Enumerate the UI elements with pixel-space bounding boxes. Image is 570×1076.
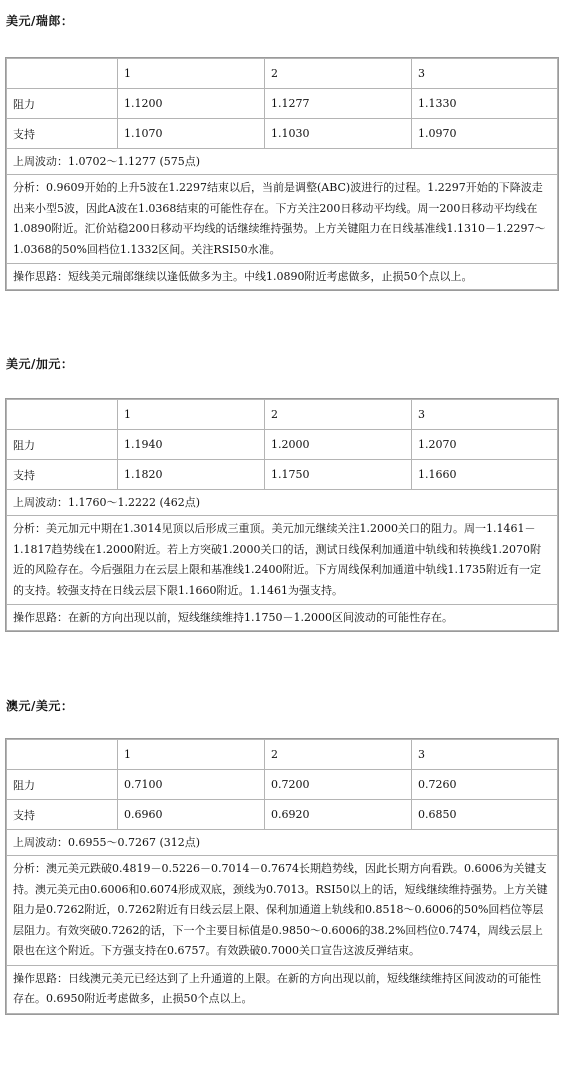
usdcad-block [5, 398, 559, 632]
table-cell: 1.1660 [412, 460, 558, 490]
section-title-usdcad: 美元/加元： [6, 357, 74, 371]
row-label: 支持 [7, 460, 118, 490]
table-cell: 1.2000 [265, 430, 412, 460]
table-cell: 0.6850 [412, 800, 558, 830]
header-cell [7, 59, 118, 89]
row-label: 阻力 [7, 430, 118, 460]
header-cell: 3 [412, 59, 558, 89]
row-label: 支持 [7, 800, 118, 830]
weekly-range: 上周波动：1.1760～1.2222 (462点) [6, 490, 558, 516]
header-cell: 1 [118, 400, 265, 430]
table-cell: 1.1030 [265, 119, 412, 149]
table-cell: 1.1820 [118, 460, 265, 490]
table-cell: 0.7260 [412, 770, 558, 800]
table-cell: 1.1070 [118, 119, 265, 149]
section-title-audusd: 澳元/美元： [6, 699, 74, 713]
header-cell: 3 [412, 400, 558, 430]
strategy-text: 操作思路：在新的方向出现以前，短线继续维持1.1750－1.2000区间波动的可能性存在。 [6, 605, 558, 631]
table-cell: 1.2070 [412, 430, 558, 460]
table-cell: 0.7200 [265, 770, 412, 800]
header-cell: 2 [265, 59, 412, 89]
section-title-usdchf: 美元/瑞郎： [6, 14, 74, 28]
header-cell [7, 400, 118, 430]
resistance-row [7, 430, 558, 460]
resistance-row [7, 89, 558, 119]
weekly-range: 上周波动：1.0702～1.1277 (575点) [6, 149, 558, 175]
support-row [7, 119, 558, 149]
table-cell: 1.1277 [265, 89, 412, 119]
usdcad-levels-table [6, 399, 558, 490]
strategy-text: 操作思路：短线美元瑞郎继续以逢低做多为主。中线1.0890附近考虑做多，止损50个点以上。 [6, 264, 558, 290]
analysis-text: 分析：0.9609开始的上升5波在1.2297结束以后，当前是调整(ABC)波进行的过程。1.2297开始的下降波走出来小型5波，因此A波在1.0368结束的可能性存在。下方关注200日移动平均线。周一200日移动平均线在1.0890附近。汇价站稳200日移动平均线的话继续维持强势。上方关键阻力在日线基准线1.1310－1.2297～1.0368的50%回档位1.1332区间。关注RSI50水准。 [6, 175, 558, 264]
row-label: 阻力 [7, 770, 118, 800]
support-row [7, 800, 558, 830]
table-cell: 1.1330 [412, 89, 558, 119]
weekly-range: 上周波动：0.6955～0.7267 (312点) [6, 830, 558, 856]
table-cell: 1.1940 [118, 430, 265, 460]
row-label: 阻力 [7, 89, 118, 119]
table-header-row [7, 59, 558, 89]
table-cell: 0.7100 [118, 770, 265, 800]
usdchf-block [5, 57, 559, 291]
audusd-levels-table [6, 739, 558, 830]
header-cell: 2 [265, 400, 412, 430]
header-cell [7, 740, 118, 770]
usdchf-levels-table [6, 58, 558, 149]
table-cell: 1.0970 [412, 119, 558, 149]
table-cell: 1.1200 [118, 89, 265, 119]
table-cell: 0.6920 [265, 800, 412, 830]
support-row [7, 460, 558, 490]
header-cell: 2 [265, 740, 412, 770]
table-header-row [7, 400, 558, 430]
table-header-row [7, 740, 558, 770]
header-cell: 1 [118, 59, 265, 89]
strategy-text: 操作思路：日线澳元美元已经达到了上升通道的上限。在新的方向出现以前，短线继续维持区间波动的可能性存在。0.6950附近考虑做多，止损50个点以上。 [6, 966, 558, 1014]
analysis-text: 分析：澳元美元跌破0.4819－0.5226－0.7014－0.7674长期趋势线，因此长期方向看跌。0.6006为关键支持。澳元美元由0.6006和0.6074形成双底，颈线为0.7013。RSI50以上的话，短线继续维持强势。上方关键阻力是0.7262附近，0.7262附近有日线云层上限、保利加通道上轨线和0.8518～0.6006的50%回档位等层层阻力。有效突破0.7262的话，下一个主要目标值是0.9850～0.6006的38.2%回档位0.7474，周线云层上限也在这个附近。下方强支持在0.6757。有效跌破0.7000关口宣告这波反弹结束。 [6, 856, 558, 966]
table-cell: 0.6960 [118, 800, 265, 830]
header-cell: 1 [118, 740, 265, 770]
analysis-text: 分析：美元加元中期在1.3014见顶以后形成三重顶。美元加元继续关注1.2000关口的阻力。周一1.1461－1.1817趋势线在1.2000附近。若上方突破1.2000关口的话，测试日线保利加通道中轨线和转换线1.2070附近的风险存在。今后强阻力在云层上限和基准线1.2400附近。下方周线保利加通道中轨线1.1735附近有一定的支持。较强支持在日线云层下限1.1660附近。1.1461为强支持。 [6, 516, 558, 605]
audusd-block [5, 738, 559, 1015]
resistance-row [7, 770, 558, 800]
header-cell: 3 [412, 740, 558, 770]
row-label: 支持 [7, 119, 118, 149]
table-cell: 1.1750 [265, 460, 412, 490]
